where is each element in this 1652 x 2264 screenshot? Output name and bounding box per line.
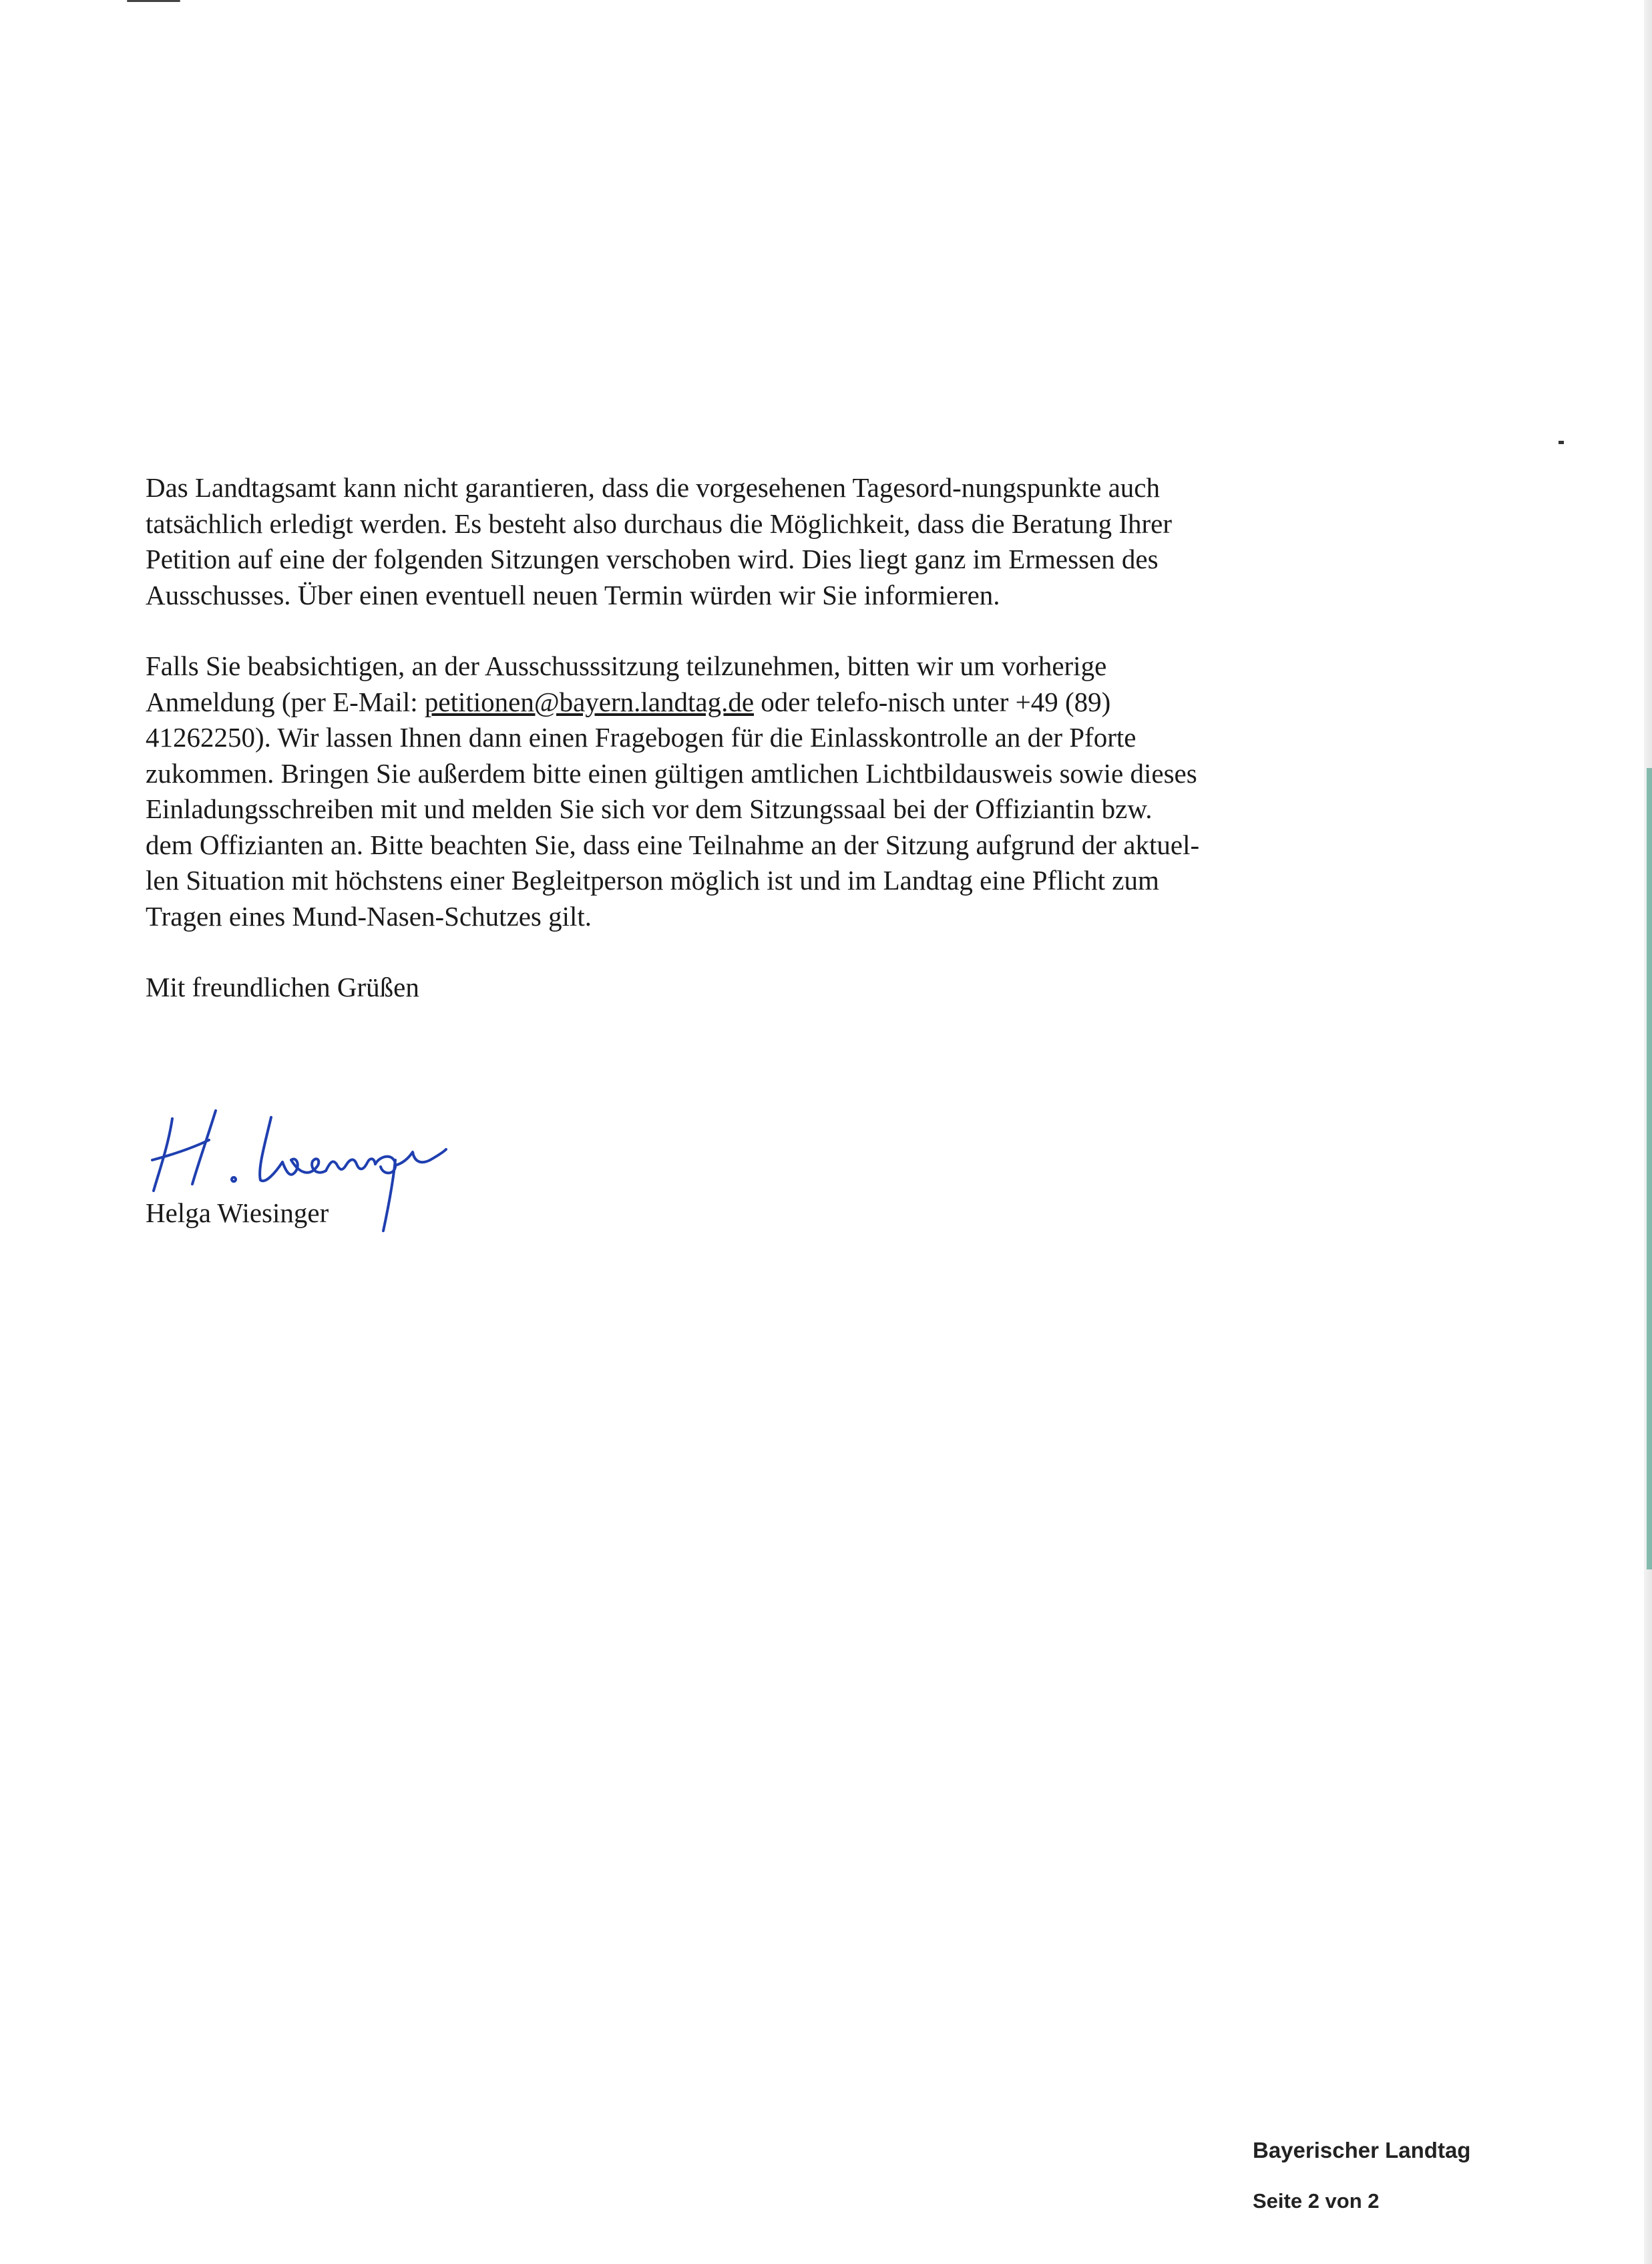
footer-page-number: Seite 2 von 2 bbox=[1253, 2189, 1380, 2213]
paragraph-text: oder telefo-nisch unter +49 (89) 41262250). Wir lassen Ihnen dann einen Fragebogen für die Einlasskontrolle an der Pforte zukommen. Bringen Sie außerdem bitte einen gültigen amtlichen Lichtbildausweis sowie dieses Einladungsschreiben mit und melden Sie sich vor dem Sitzungssaal bei der Offiziantin bzw. dem Offizianten an. Bitte beachten Sie, dass eine Teilnahme an der Sitzung aufgrund der aktuel-len Situation mit höchstens einer Begleitperson möglich ist und im Landtag eine Pflicht zum Tragen eines Mund-Nasen-Schutzes gilt. bbox=[146, 686, 1200, 932]
scan-edge-accent bbox=[1647, 768, 1652, 1569]
page-footer bbox=[1253, 2137, 1470, 2215]
scan-artifact-right bbox=[1559, 441, 1564, 444]
signer-name: Helga Wiesinger bbox=[146, 1197, 329, 1228]
paragraph-attendance-registration bbox=[146, 648, 1201, 934]
scan-artifact-top bbox=[127, 0, 180, 2]
letter-body bbox=[146, 470, 1201, 1006]
closing-salutation: Mit freundlichen Grüßen bbox=[146, 972, 419, 1002]
paragraph-text: Falls Sie beabsichtigen, an der Ausschusssitzung teilzunehmen, bitten wir um vorherige Anmeldung (per E-Mail: bbox=[146, 650, 1107, 717]
email-link[interactable]: petitionen@bayern.landtag.de bbox=[424, 686, 755, 717]
paragraph-postponement-notice: Das Landtagsamt kann nicht garantieren, dass die vorgesehenen Tagesord-nungspunkte auch tatsächlich erledigt werden. Es besteht also durchaus die Möglichkeit, dass die Beratung Ihrer Petition auf eine der folgenden Sitzungen verschoben wird. Dies liegt ganz im Ermessen des Ausschusses. Über einen eventuell neuen Termin würden wir Sie informieren. bbox=[146, 472, 1173, 610]
footer-organization: Bayerischer Landtag bbox=[1253, 2138, 1471, 2162]
